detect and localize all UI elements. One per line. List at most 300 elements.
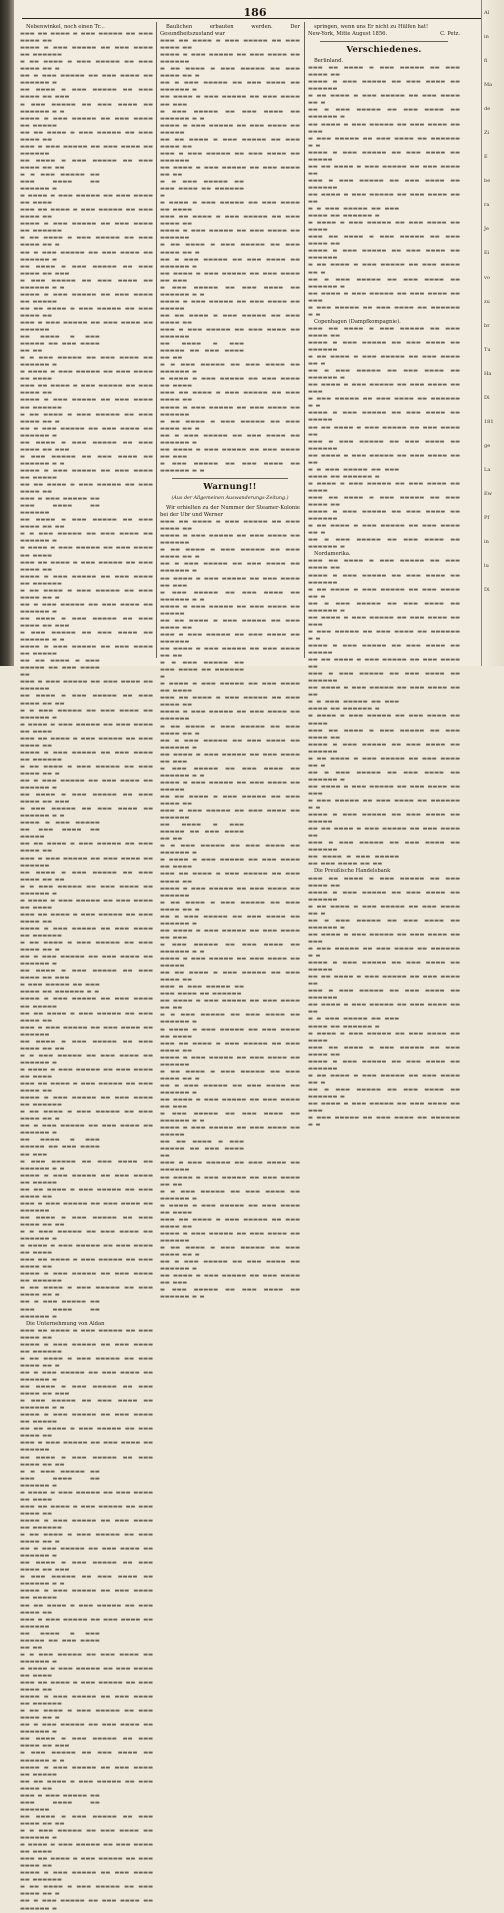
text-line-placeholder: ▬▬▬ ▬▬ ▬▬▬▬ ▬ ▬▬▬ ▬▬▬▬▬ ▬▬ ▬▬▬ ▬▬▬▬ ▬▬ [160,519,300,533]
text-line-placeholder: ▬▬▬ ▬▬ ▬▬▬▬ ▬ ▬▬▬ ▬▬▬▬▬ ▬▬ ▬▬▬ ▬▬▬▬ ▬▬ [20,1081,153,1095]
text-line-placeholder: ▬▬ ▬ ▬▬▬ ▬▬▬▬▬ ▬▬ ▬▬▬ ▬▬▬▬ ▬▬ ▬▬▬▬▬▬ ▬ [308,1086,460,1100]
text-line-placeholder: ▬ ▬▬▬ ▬▬▬▬▬ ▬▬ ▬▬▬ ▬▬▬▬ ▬▬ ▬▬▬▬▬▬ ▬ ▬ [20,1158,153,1172]
text-line-placeholder: ▬▬ ▬▬▬▬ ▬ ▬▬▬ ▬▬▬▬▬ ▬▬ ▬▬▬ ▬▬▬▬ ▬▬ ▬▬▬ [160,270,300,284]
text-line-placeholder: ▬▬ ▬ ▬▬▬ ▬▬▬▬▬ ▬▬ ▬▬▬ ▬▬▬▬ ▬▬ ▬▬▬▬▬▬ ▬ [20,1546,153,1560]
text-line-placeholder: ▬ ▬▬▬▬ ▬ ▬▬▬ ▬▬▬▬▬ ▬▬ ▬▬▬ ▬▬▬▬ ▬▬ ▬▬▬▬ [20,1842,153,1856]
adjacent-page-fragment: Di [484,394,490,401]
adjacent-page-fragment: Zi [484,130,490,137]
text-line-placeholder: ▬▬▬▬ ▬ ▬▬▬ ▬▬▬▬▬ ▬▬ ▬▬▬ ▬▬▬▬ ▬▬ ▬▬▬▬▬▬ [160,533,300,547]
text-line-placeholder: ▬ ▬▬▬ ▬▬▬▬▬ ▬▬ ▬▬▬ ▬▬▬▬ ▬▬ ▬▬▬▬▬▬ ▬ ▬ [308,1115,460,1129]
text-line-placeholder: ▬▬▬▬ ▬ ▬▬▬ ▬▬▬▬▬ ▬▬ ▬▬▬ ▬▬▬▬ ▬▬ ▬▬▬▬▬ [20,467,153,481]
text-line-placeholder: ▬ ▬▬▬ ▬▬▬▬▬ ▬▬ ▬▬▬ ▬▬▬▬ ▬▬ ▬▬▬▬▬▬ ▬ ▬ [20,806,153,820]
text-line-placeholder: ▬▬▬ ▬ ▬▬▬ ▬▬▬▬▬ ▬▬ ▬▬▬ ▬▬▬▬ ▬▬ ▬▬▬▬▬▬ [20,1024,153,1038]
text-line-placeholder: ▬ ▬▬▬ ▬▬▬▬▬ ▬▬ ▬▬▬ ▬▬▬▬ ▬▬ ▬▬▬▬▬▬ ▬ ▬ [160,284,300,298]
text-line-placeholder: ▬▬▬ ▬ ▬▬▬ ▬▬▬▬▬ ▬▬ ▬▬▬ ▬▬▬▬ ▬▬ ▬▬▬▬▬▬ [308,438,460,452]
text-line-placeholder: ▬▬ ▬ ▬▬▬ ▬▬▬▬▬ ▬▬ ▬▬▬ ▬▬▬▬ ▬▬ ▬▬▬▬▬▬ ▬ [160,737,300,751]
text-line-placeholder: ▬▬▬▬ ▬ ▬▬▬ ▬▬▬▬▬ ▬▬ ▬▬▬ ▬▬▬▬ ▬▬ ▬▬▬▬▬ [20,115,153,129]
text-line-placeholder: ▬▬ ▬▬▬▬ ▬ ▬▬▬ ▬▬▬▬▬ ▬▬ ▬▬▬ ▬▬▬▬ ▬▬ ▬▬▬ [308,783,460,797]
text-line-placeholder: ▬ ▬ ▬▬▬ ▬▬▬▬▬ ▬▬ ▬▬▬ ▬▬▬▬ ▬▬ ▬▬▬▬▬▬ ▬ [308,1016,400,1030]
text-line-placeholder: ▬▬▬ ▬▬ ▬▬▬▬ ▬ ▬▬▬ ▬▬▬▬▬ ▬▬ ▬▬▬ ▬▬▬▬ ▬▬ [20,735,153,749]
text-line-placeholder: ▬▬ ▬▬▬▬ ▬ ▬▬▬ ▬▬▬▬▬ ▬▬ ▬▬▬ ▬▬▬▬ ▬▬ ▬▬ [160,645,300,660]
text-line-placeholder: ▬ ▬ ▬▬▬ ▬▬▬▬▬ ▬▬ ▬▬▬ ▬▬▬▬ ▬▬ ▬▬▬▬▬▬ ▬ [20,355,153,369]
text-line-placeholder: ▬▬ ▬ ▬▬▬ ▬▬▬▬▬ ▬▬ ▬▬▬ ▬▬▬▬ ▬▬ ▬▬▬▬▬▬ ▬ [20,1898,153,1912]
text-line-placeholder: ▬ ▬▬▬ ▬▬▬▬▬ ▬▬ ▬▬▬ ▬▬▬▬ ▬▬ ▬▬▬▬▬▬ ▬ ▬ [20,277,153,291]
text-line-placeholder: ▬▬▬ ▬▬ ▬▬▬▬ ▬ ▬▬▬ ▬▬▬▬▬ ▬▬ ▬▬▬ ▬▬▬▬ ▬▬ [20,31,153,45]
text-line-placeholder: ▬ ▬ ▬▬▬ ▬▬▬▬▬ ▬▬ ▬▬▬ ▬▬▬▬ ▬▬ ▬▬▬▬▬▬ ▬ [20,1651,153,1665]
adjacent-page-fragment: E [484,154,488,161]
text-line-placeholder: ▬ ▬ ▬▬▬ ▬▬▬▬▬ ▬▬ ▬▬▬ ▬▬▬▬ ▬▬ ▬▬▬▬▬▬ ▬ [20,171,100,193]
text-line-placeholder: ▬▬▬▬ ▬ ▬▬▬ ▬▬▬▬▬ ▬▬ ▬▬▬ ▬▬▬▬ ▬▬ ▬▬▬▬▬▬ [20,749,153,763]
text-line-placeholder: ▬ ▬▬▬▬ ▬ ▬▬▬ ▬▬▬▬▬ ▬▬ ▬▬▬ ▬▬▬▬ ▬▬ ▬▬▬▬ [20,1489,153,1503]
text-line-placeholder: ▬▬ ▬▬ ▬▬▬▬ ▬ ▬▬▬ ▬▬▬▬▬ ▬▬ ▬▬▬ ▬▬▬▬ ▬▬ [160,617,300,631]
text-line-placeholder: ▬ ▬▬▬▬ ▬ ▬▬▬ ▬▬▬▬▬ ▬▬ ▬▬▬ ▬▬▬▬ ▬▬ ▬▬▬▬ [308,480,460,494]
text-line-placeholder: ▬ ▬▬▬ ▬▬▬▬▬ ▬▬ ▬▬▬ ▬▬▬▬ ▬▬ ▬▬▬▬▬▬ ▬ ▬ [160,108,300,122]
col1-body-text [20,31,153,1321]
text-line-placeholder: ▬ ▬▬▬▬ ▬ ▬▬▬ ▬▬▬▬▬ ▬▬ ▬▬▬ ▬▬▬▬ ▬▬ ▬▬▬▬ [20,193,153,207]
adjacent-page-fragment: ge [484,442,491,449]
text-line-placeholder: ▬▬▬▬ ▬ ▬▬▬ ▬▬▬▬▬ ▬▬ ▬▬▬ ▬▬▬▬ ▬▬ ▬▬▬▬▬ [308,149,460,163]
text-line-placeholder: ▬▬▬ ▬ ▬▬▬ ▬▬▬▬▬ ▬▬ ▬▬▬ ▬▬▬▬ ▬▬ ▬▬▬▬▬▬ [20,1792,100,1813]
text-line-placeholder: ▬▬▬ ▬▬ ▬▬▬▬ ▬ ▬▬▬ ▬▬▬▬▬ ▬▬ ▬▬▬ ▬▬▬▬ ▬▬ [160,695,300,709]
text-line-placeholder: ▬ ▬▬▬▬ ▬ ▬▬▬ ▬▬▬▬▬ ▬▬ ▬▬▬ ▬▬▬▬ ▬▬ ▬▬▬▬ [20,1243,153,1257]
text-line-placeholder: ▬▬▬▬ ▬ ▬▬▬ ▬▬▬▬▬ ▬▬ ▬▬▬ ▬▬▬▬ ▬▬ ▬▬▬▬▬▬ [20,45,153,59]
text-line-placeholder: ▬▬ ▬▬ ▬▬▬▬ ▬ ▬▬▬ ▬▬▬▬▬ ▬▬ ▬▬▬ ▬▬▬▬ ▬▬ [160,1139,244,1160]
text-line-placeholder: ▬▬▬▬ ▬ ▬▬▬ ▬▬▬▬▬ ▬▬ ▬▬▬ ▬▬▬▬ ▬▬ ▬▬▬▬▬ [20,820,100,841]
text-line-placeholder: ▬▬▬ ▬▬ ▬▬▬▬ ▬ ▬▬▬ ▬▬▬▬▬ ▬▬ ▬▬▬ ▬▬▬▬ ▬▬ [308,727,460,741]
text-line-placeholder: ▬▬ ▬ ▬▬▬ ▬▬▬▬▬ ▬▬ ▬▬▬ ▬▬▬▬ ▬▬ ▬▬▬▬▬▬ ▬ [160,256,300,270]
text-line-placeholder: ▬▬▬ ▬ ▬▬▬ ▬▬▬▬▬ ▬▬ ▬▬▬ ▬▬▬▬ ▬▬ ▬▬▬▬▬▬ [160,631,300,645]
text-line-placeholder: ▬ ▬ ▬▬▬ ▬▬▬▬▬ ▬▬ ▬▬▬ ▬▬▬▬ ▬▬ ▬▬▬▬▬▬ ▬ [160,843,300,857]
text-line-placeholder: ▬ ▬▬▬▬ ▬ ▬▬▬ ▬▬▬▬▬ ▬▬ ▬▬▬ ▬▬▬▬ ▬▬ ▬▬▬▬ [20,1665,153,1679]
text-line-placeholder: ▬ ▬ ▬▬▬ ▬▬▬▬▬ ▬▬ ▬▬▬ ▬▬▬▬ ▬▬ ▬▬▬▬▬▬ ▬ [160,660,244,681]
text-line-placeholder: ▬▬▬▬ ▬ ▬▬▬ ▬▬▬▬▬ ▬▬ ▬▬▬ ▬▬▬▬ ▬▬ ▬▬▬▬▬ [20,291,153,305]
text-line-placeholder: ▬▬ ▬▬▬▬ ▬ ▬▬▬ ▬▬▬▬▬ ▬▬ ▬▬▬ ▬▬▬▬ ▬▬ ▬▬ [160,1174,300,1188]
col1-opening-text: Nebenwinkel, noch einen Tr... [26,24,105,30]
text-line-placeholder: ▬ ▬▬▬ ▬▬▬▬▬ ▬▬ ▬▬▬ ▬▬▬▬ ▬▬ ▬▬▬▬▬▬ ▬ ▬ [160,941,300,955]
text-line-placeholder: ▬▬ ▬ ▬▬▬ ▬▬▬▬▬ ▬▬ ▬▬▬ ▬▬▬▬ ▬▬ ▬▬▬▬▬▬ ▬ [308,368,460,382]
text-line-placeholder: ▬▬ ▬ ▬▬▬ ▬▬▬▬▬ ▬▬ ▬▬▬ ▬▬▬▬ ▬▬ ▬▬▬▬▬▬ ▬ [160,1259,300,1273]
column-divider-1 [156,22,157,658]
text-line-placeholder: ▬ ▬▬▬ ▬▬▬▬▬ ▬▬ ▬▬▬ ▬▬▬▬ ▬▬ ▬▬▬▬▬▬ ▬ ▬ [160,589,300,603]
text-line-placeholder: ▬▬ ▬▬▬▬ ▬ ▬▬▬ ▬▬▬▬▬ ▬▬ ▬▬▬ ▬▬▬▬ ▬▬ ▬▬▬ [308,121,460,135]
text-line-placeholder: ▬▬▬ ▬▬ ▬▬▬▬ ▬ ▬▬▬ ▬▬▬▬▬ ▬▬ ▬▬▬ ▬▬▬▬ ▬▬ [160,1040,300,1054]
text-line-placeholder: ▬▬▬ ▬ ▬▬▬ ▬▬▬▬▬ ▬▬ ▬▬▬ ▬▬▬▬ ▬▬ ▬▬▬▬▬▬ [20,1440,153,1454]
text-line-placeholder: ▬▬▬▬ ▬ ▬▬▬ ▬▬▬▬▬ ▬▬ ▬▬▬ ▬▬▬▬ ▬▬ ▬▬▬▬▬▬ [308,1058,460,1072]
column-divider-2 [304,22,305,658]
text-line-placeholder: ▬▬ ▬▬▬▬ ▬ ▬▬▬ ▬▬▬▬▬ ▬▬ ▬▬▬ ▬▬▬▬ ▬▬ ▬▬▬ [20,792,153,806]
text-line-placeholder: ▬ ▬▬▬ ▬▬▬▬▬ ▬▬ ▬▬▬ ▬▬▬▬ ▬▬ ▬▬▬▬▬▬ ▬ ▬ [20,453,153,467]
adjacent-page-fragment: Ma [484,82,493,89]
text-line-placeholder: ▬▬▬▬ ▬ ▬▬▬ ▬▬▬▬▬ ▬▬ ▬▬▬ ▬▬▬▬ ▬▬ ▬▬▬▬▬▬ [20,1271,153,1285]
text-line-placeholder: ▬▬▬ ▬▬ ▬▬▬▬ ▬ ▬▬▬ ▬▬▬▬▬ ▬▬ ▬▬▬ ▬▬▬▬ ▬▬ [308,1044,460,1058]
text-line-placeholder: ▬▬ ▬▬ ▬▬▬▬ ▬ ▬▬▬ ▬▬▬▬▬ ▬▬ ▬▬▬ ▬▬▬▬ ▬▬ [160,312,300,326]
text-line-placeholder: ▬▬▬ ▬ ▬▬▬ ▬▬▬▬▬ ▬▬ ▬▬▬ ▬▬▬▬ ▬▬ ▬▬▬▬▬▬ [20,679,153,693]
text-line-placeholder: ▬▬ ▬▬ ▬▬▬▬ ▬ ▬▬▬ ▬▬▬▬▬ ▬▬ ▬▬▬ ▬▬▬▬ ▬▬ [308,826,460,840]
text-line-placeholder: ▬ ▬▬ ▬▬▬▬ ▬ ▬▬▬ ▬▬▬▬▬ ▬▬ ▬▬▬ ▬▬▬▬ ▬▬ ▬ [160,547,300,561]
text-line-placeholder: ▬▬ ▬▬▬▬ ▬ ▬▬▬ ▬▬▬▬▬ ▬▬ ▬▬▬ ▬▬▬▬ ▬▬ ▬▬ [20,1813,153,1827]
text-line-placeholder: ▬▬▬▬ ▬ ▬▬▬ ▬▬▬▬▬ ▬▬ ▬▬▬ ▬▬▬▬ ▬▬ ▬▬▬▬▬▬ [20,1694,153,1708]
text-line-placeholder: ▬▬▬▬ ▬ ▬▬▬ ▬▬▬▬▬ ▬▬ ▬▬▬ ▬▬▬▬ ▬▬ ▬▬▬▬▬ [160,1125,300,1139]
text-line-placeholder: ▬ ▬▬▬▬ ▬ ▬▬▬ ▬▬▬▬▬ ▬▬ ▬▬▬ ▬▬▬▬ ▬▬ ▬▬▬▬ [160,1026,300,1040]
text-line-placeholder: ▬▬▬ ▬▬ ▬▬▬▬ ▬ ▬▬▬ ▬▬▬▬▬ ▬▬ ▬▬▬ ▬▬▬▬ ▬▬ [20,911,153,925]
text-line-placeholder: ▬▬ ▬▬▬▬ ▬ ▬▬▬ ▬▬▬▬▬ ▬▬ ▬▬▬ ▬▬▬▬ ▬▬ ▬▬ [308,452,460,466]
text-line-placeholder: ▬▬▬▬ ▬ ▬▬▬ ▬▬▬▬▬ ▬▬ ▬▬▬ ▬▬▬▬ ▬▬ ▬▬▬▬▬ [20,1172,153,1186]
text-line-placeholder: ▬▬▬ ▬▬ ▬▬▬▬ ▬ ▬▬▬ ▬▬▬▬▬ ▬▬ ▬▬▬ ▬▬▬▬ ▬▬ [308,234,460,248]
text-line-placeholder: ▬▬ ▬ ▬▬▬ ▬▬▬▬▬ ▬▬ ▬▬▬ ▬▬▬▬ ▬▬ ▬▬▬▬▬▬ ▬ [160,1082,300,1096]
text-line-placeholder: ▬ ▬▬▬ ▬▬▬▬▬ ▬▬ ▬▬▬ ▬▬▬▬ ▬▬ ▬▬▬▬▬▬ ▬ ▬ [20,1574,153,1588]
warning-body-text [160,519,300,1301]
text-line-placeholder: ▬▬▬▬ ▬ ▬▬▬ ▬▬▬▬▬ ▬▬ ▬▬▬ ▬▬▬▬ ▬▬ ▬▬▬▬▬▬ [20,1517,153,1531]
text-line-placeholder: ▬ ▬▬▬ ▬▬▬▬▬ ▬▬ ▬▬▬ ▬▬▬▬ ▬▬ ▬▬▬▬▬▬ ▬ ▬ [308,304,460,318]
text-line-placeholder: ▬▬ ▬ ▬▬▬ ▬▬▬▬▬ ▬▬ ▬▬▬ ▬▬▬▬ ▬▬ ▬▬▬▬▬▬ ▬ [308,917,460,931]
text-line-placeholder: ▬▬ ▬▬ ▬▬▬▬ ▬ ▬▬▬ ▬▬▬▬▬ ▬▬ ▬▬▬ ▬▬▬▬ ▬▬ [20,841,153,855]
text-line-placeholder: ▬▬▬ ▬▬ ▬▬▬▬ ▬ ▬▬▬ ▬▬▬▬▬ ▬▬ ▬▬▬ ▬▬▬▬ ▬▬ [20,559,153,573]
adjacent-page-fragment: in [484,34,489,41]
text-line-placeholder: ▬▬ ▬▬▬▬ ▬ ▬▬▬ ▬▬▬▬▬ ▬▬ ▬▬▬ ▬▬▬▬ ▬▬ ▬▬▬ [20,1736,153,1750]
text-line-placeholder: ▬▬▬▬ ▬ ▬▬▬ ▬▬▬▬▬ ▬▬ ▬▬▬ ▬▬▬▬ ▬▬ ▬▬▬▬▬▬ [160,885,300,899]
text-line-placeholder: ▬▬ ▬▬▬▬ ▬ ▬▬▬ ▬▬▬▬▬ ▬▬ ▬▬▬ ▬▬▬▬ ▬▬ ▬▬▬ [160,927,300,941]
signoff-line [308,31,460,38]
text-line-placeholder: ▬ ▬▬▬ ▬▬▬▬▬ ▬▬ ▬▬▬ ▬▬▬▬ ▬▬ ▬▬▬▬▬▬ ▬ ▬ [308,798,460,812]
text-line-placeholder: ▬ ▬▬▬ ▬▬▬▬▬ ▬▬ ▬▬▬ ▬▬▬▬ ▬▬ ▬▬▬▬▬▬ ▬ ▬ [308,135,460,149]
text-line-placeholder: ▬▬▬ ▬ ▬▬▬ ▬▬▬▬▬ ▬▬ ▬▬▬ ▬▬▬▬ ▬▬ ▬▬▬▬▬▬ [20,319,153,334]
text-line-placeholder: ▬▬▬ ▬▬ ▬▬▬▬ ▬ ▬▬▬ ▬▬▬▬▬ ▬▬ ▬▬▬ ▬▬▬▬ ▬▬ [20,1257,153,1271]
text-line-placeholder: ▬▬ ▬ ▬▬▬ ▬▬▬▬▬ ▬▬ ▬▬▬ ▬▬▬▬ ▬▬ ▬▬▬▬▬▬ ▬ [20,249,153,263]
text-line-placeholder: ▬▬▬ ▬ ▬▬▬ ▬▬▬▬▬ ▬▬ ▬▬▬ ▬▬▬▬ ▬▬ ▬▬▬▬▬▬ [20,1200,153,1214]
text-line-placeholder: ▬▬▬ ▬ ▬▬▬ ▬▬▬▬▬ ▬▬ ▬▬▬ ▬▬▬▬ ▬▬ ▬▬▬▬▬▬ [308,988,460,1002]
text-line-placeholder: ▬ ▬▬ ▬▬▬▬ ▬ ▬▬▬ ▬▬▬▬▬ ▬▬ ▬▬▬ ▬▬▬▬ ▬▬ ▬ [20,763,153,777]
text-line-placeholder: ▬▬ ▬▬▬▬ ▬ ▬▬▬ ▬▬▬▬▬ ▬▬ ▬▬▬ ▬▬▬▬ ▬▬ ▬▬ [20,157,153,171]
col2-opening-text: Baulichen erbauten werden. Der Gesundheitszustand war [160,24,300,38]
text-line-placeholder: ▬▬▬ ▬ ▬▬▬ ▬▬▬▬▬ ▬▬ ▬▬▬ ▬▬▬▬ ▬▬ ▬▬▬▬▬▬ [20,1616,153,1630]
text-line-placeholder: ▬▬ ▬▬▬▬ ▬ ▬▬▬ ▬▬▬▬▬ ▬▬ ▬▬▬ ▬▬▬▬ ▬▬ ▬▬▬ [160,1273,300,1287]
text-line-placeholder: ▬▬ ▬▬▬▬ ▬ ▬▬▬ ▬▬▬▬▬ ▬▬ ▬▬▬ ▬▬▬▬ ▬▬ ▬▬ [160,341,244,362]
text-line-placeholder: ▬ ▬▬ ▬▬▬▬ ▬ ▬▬▬ ▬▬▬▬▬ ▬▬ ▬▬▬ ▬▬▬▬ ▬▬ ▬ [20,1285,153,1299]
text-line-placeholder: ▬▬▬▬ ▬ ▬▬▬ ▬▬▬▬▬ ▬▬ ▬▬▬ ▬▬▬▬ ▬▬ ▬▬▬▬▬▬ [160,1054,300,1068]
text-line-placeholder: ▬▬▬▬ ▬ ▬▬▬ ▬▬▬▬▬ ▬▬ ▬▬▬ ▬▬▬▬ ▬▬ ▬▬▬▬▬ [20,996,153,1010]
text-line-placeholder: ▬ ▬▬▬▬ ▬ ▬▬▬ ▬▬▬▬▬ ▬▬ ▬▬▬ ▬▬▬▬ ▬▬ ▬▬▬▬ [20,369,153,383]
col3-section-rule [320,41,448,42]
text-line-placeholder: ▬▬▬ ▬ ▬▬▬ ▬▬▬▬▬ ▬▬ ▬▬▬ ▬▬▬▬ ▬▬ ▬▬▬▬▬▬ [20,496,100,517]
text-line-placeholder: ▬▬ ▬▬▬▬ ▬ ▬▬▬ ▬▬▬▬▬ ▬▬ ▬▬▬ ▬▬▬▬ ▬▬ ▬▬▬ [308,290,460,304]
text-line-placeholder: ▬▬ ▬ ▬▬▬ ▬▬▬▬▬ ▬▬ ▬▬▬ ▬▬▬▬ ▬▬ ▬▬▬▬▬▬ ▬ [308,600,460,614]
text-line-placeholder: ▬▬▬ ▬▬ ▬▬▬▬ ▬ ▬▬▬ ▬▬▬▬▬ ▬▬ ▬▬▬ ▬▬▬▬ ▬▬ [20,1327,153,1341]
text-line-placeholder: ▬▬ ▬▬ ▬▬▬▬ ▬ ▬▬▬ ▬▬▬▬▬ ▬▬ ▬▬▬ ▬▬▬▬ ▬▬ [20,129,153,143]
text-line-placeholder: ▬ ▬▬▬ ▬▬▬▬▬ ▬▬ ▬▬▬ ▬▬▬▬ ▬▬ ▬▬▬▬▬▬ ▬ ▬ [20,101,153,115]
adjacent-page-fragment: lu [484,563,489,570]
text-line-placeholder: ▬▬▬▬ ▬ ▬▬▬ ▬▬▬▬▬ ▬▬ ▬▬▬ ▬▬▬▬ ▬▬ ▬▬▬▬▬ [308,642,460,657]
text-line-placeholder: ▬ ▬ ▬▬▬ ▬▬▬▬▬ ▬▬ ▬▬▬ ▬▬▬▬ ▬▬ ▬▬▬▬▬▬ ▬ [308,466,400,480]
text-line-placeholder: ▬ ▬▬▬▬ ▬ ▬▬▬ ▬▬▬▬▬ ▬▬ ▬▬▬ ▬▬▬▬ ▬▬ ▬▬▬▬ [20,897,153,911]
col2-section-rule [172,478,288,479]
text-line-placeholder: ▬▬ ▬ ▬▬▬ ▬▬▬▬▬ ▬▬ ▬▬▬ ▬▬▬▬ ▬▬ ▬▬▬▬▬▬ ▬ [308,107,460,121]
entry-3-body [308,558,460,868]
text-line-placeholder: ▬ ▬ ▬▬▬ ▬▬▬▬▬ ▬▬ ▬▬▬ ▬▬▬▬ ▬▬ ▬▬▬▬▬▬ ▬ [308,206,400,220]
text-line-placeholder: ▬▬▬▬ ▬ ▬▬▬ ▬▬▬▬▬ ▬▬ ▬▬▬ ▬▬▬▬ ▬▬ ▬▬▬▬▬ [160,603,300,617]
text-line-placeholder: ▬ ▬▬ ▬▬▬▬ ▬ ▬▬▬ ▬▬▬▬▬ ▬▬ ▬▬▬ ▬▬▬▬ ▬▬ ▬ [160,1244,300,1259]
adjacent-page-fragment: Ew [484,490,492,497]
text-line-placeholder: ▬▬▬ ▬▬ ▬▬▬▬ ▬ ▬▬▬ ▬▬▬▬▬ ▬▬ ▬▬▬ ▬▬▬▬ ▬▬ [20,207,153,221]
text-line-placeholder: ▬ ▬▬▬ ▬▬▬▬▬ ▬▬ ▬▬▬ ▬▬▬▬ ▬▬ ▬▬▬▬▬▬ ▬ ▬ [308,396,460,410]
text-line-placeholder: ▬ ▬▬▬ ▬▬▬▬▬ ▬▬ ▬▬▬ ▬▬▬▬ ▬▬ ▬▬▬▬▬▬ ▬ ▬ [20,1750,153,1764]
text-line-placeholder: ▬▬▬ ▬▬ ▬▬▬▬ ▬ ▬▬▬ ▬▬▬▬▬ ▬▬ ▬▬▬ ▬▬▬▬ ▬▬ [20,383,153,397]
text-line-placeholder: ▬▬ ▬▬ ▬▬▬▬ ▬ ▬▬▬ ▬▬▬▬▬ ▬▬ ▬▬▬ ▬▬▬▬ ▬▬ [20,1778,153,1792]
text-line-placeholder: ▬▬ ▬▬▬▬ ▬ ▬▬▬ ▬▬▬▬▬ ▬▬ ▬▬▬ ▬▬▬▬ ▬▬ ▬▬▬ [20,615,153,629]
text-line-placeholder: ▬▬ ▬ ▬▬▬ ▬▬▬▬▬ ▬▬ ▬▬▬ ▬▬▬▬ ▬▬ ▬▬▬▬▬▬ ▬ [20,601,153,615]
text-line-placeholder: ▬▬ ▬▬ ▬▬▬▬ ▬ ▬▬▬ ▬▬▬▬▬ ▬▬ ▬▬▬ ▬▬▬▬ ▬▬ [20,305,153,319]
adjacent-page-fragment: br [484,322,490,329]
text-line-placeholder: ▬▬▬▬ ▬ ▬▬▬ ▬▬▬▬▬ ▬▬ ▬▬▬ ▬▬▬▬ ▬▬ ▬▬▬▬▬▬ [308,339,460,354]
text-line-placeholder: ▬▬ ▬▬▬▬ ▬ ▬▬▬ ▬▬▬▬▬ ▬▬ ▬▬▬ ▬▬▬▬ ▬▬ ▬▬▬ [160,751,300,765]
signoff-place-date: New-York, Mitte August 1856. [308,31,388,38]
text-line-placeholder: ▬▬ ▬▬▬▬ ▬ ▬▬▬ ▬▬▬▬▬ ▬▬ ▬▬▬ ▬▬▬▬ ▬▬ ▬▬▬ [20,1384,153,1398]
text-line-placeholder: ▬▬ ▬ ▬▬▬ ▬▬▬▬▬ ▬▬ ▬▬▬ ▬▬▬▬ ▬▬ ▬▬▬▬▬▬ ▬ [308,769,460,783]
text-line-placeholder: ▬ ▬▬ ▬▬▬▬ ▬ ▬▬▬ ▬▬▬▬▬ ▬▬ ▬▬▬ ▬▬▬▬ ▬▬ ▬ [20,411,153,425]
text-line-placeholder: ▬▬ ▬▬▬▬ ▬ ▬▬▬ ▬▬▬▬▬ ▬▬ ▬▬▬ ▬▬▬▬ ▬▬ ▬▬ [20,334,100,355]
text-line-placeholder: ▬ ▬ ▬▬▬ ▬▬▬▬▬ ▬▬ ▬▬▬ ▬▬▬▬ ▬▬ ▬▬▬▬▬▬ ▬ [20,531,153,545]
text-line-placeholder: ▬ ▬▬▬▬ ▬ ▬▬▬ ▬▬▬▬▬ ▬▬ ▬▬▬ ▬▬▬▬ ▬▬ ▬▬▬▬ [308,1030,460,1044]
text-line-placeholder: ▬▬▬▬ ▬ ▬▬▬ ▬▬▬▬▬ ▬▬ ▬▬▬ ▬▬▬▬ ▬▬ ▬▬▬▬▬▬ [20,397,153,411]
text-line-placeholder: ▬ ▬▬ ▬▬▬▬ ▬ ▬▬▬ ▬▬▬▬▬ ▬▬ ▬▬▬ ▬▬▬▬ ▬▬ ▬ [308,1072,460,1086]
text-line-placeholder: ▬▬ ▬▬ ▬▬▬▬ ▬ ▬▬▬ ▬▬▬▬▬ ▬▬ ▬▬▬ ▬▬▬▬ ▬▬ [308,657,460,671]
text-line-placeholder: ▬▬▬ ▬▬ ▬▬▬▬ ▬ ▬▬▬ ▬▬▬▬▬ ▬▬ ▬▬▬ ▬▬▬▬ ▬▬ [308,495,460,509]
text-line-placeholder: ▬▬▬ ▬▬ ▬▬▬▬ ▬ ▬▬▬ ▬▬▬▬▬ ▬▬ ▬▬▬ ▬▬▬▬ ▬▬ [160,38,300,52]
text-line-placeholder: ▬ ▬ ▬▬▬ ▬▬▬▬▬ ▬▬ ▬▬▬ ▬▬▬▬ ▬▬ ▬▬▬▬▬▬ ▬ [20,1229,153,1243]
text-line-placeholder: ▬▬ ▬ ▬▬▬ ▬▬▬▬▬ ▬▬ ▬▬▬ ▬▬▬▬ ▬▬ ▬▬▬▬▬▬ ▬ [20,1722,153,1736]
text-line-placeholder: ▬▬▬ ▬ ▬▬▬ ▬▬▬▬▬ ▬▬ ▬▬▬ ▬▬▬▬ ▬▬ ▬▬▬▬▬▬ [20,143,153,157]
entry-1-lead: Berlinland. [314,58,344,65]
adjacent-page-fragment: be [484,178,491,185]
adjacent-page-text-fragments [484,10,502,611]
adjacent-page-fragment: Tu [484,346,491,353]
text-line-placeholder: ▬▬ ▬▬▬▬ ▬ ▬▬▬ ▬▬▬▬▬ ▬▬ ▬▬▬ ▬▬▬▬ ▬▬ ▬▬ [308,685,460,699]
text-line-placeholder: ▬▬ ▬▬▬▬ ▬ ▬▬▬ ▬▬▬▬▬ ▬▬ ▬▬▬ ▬▬▬▬ ▬▬ ▬▬ [308,191,460,206]
text-line-placeholder: ▬▬▬ ▬▬ ▬▬▬▬ ▬ ▬▬▬ ▬▬▬▬▬ ▬▬ ▬▬▬ ▬▬▬▬ ▬▬ [308,875,460,889]
text-line-placeholder: ▬▬▬ ▬▬ ▬▬▬▬ ▬ ▬▬▬ ▬▬▬▬▬ ▬▬ ▬▬▬ ▬▬▬▬ ▬▬ [160,390,300,404]
adjacent-page-fragment: Ei [484,250,490,257]
text-line-placeholder: ▬▬ ▬▬▬▬ ▬ ▬▬▬ ▬▬▬▬▬ ▬▬ ▬▬▬ ▬▬▬▬ ▬▬ ▬▬ [308,1002,460,1016]
text-line-placeholder: ▬▬ ▬ ▬▬▬ ▬▬▬▬▬ ▬▬ ▬▬▬ ▬▬▬▬ ▬▬ ▬▬▬▬▬▬ ▬ [160,561,300,575]
column-1 [20,24,153,1912]
text-line-placeholder: ▬▬ ▬▬▬▬ ▬ ▬▬▬ ▬▬▬▬▬ ▬▬ ▬▬▬ ▬▬▬▬ ▬▬ ▬▬▬ [308,1101,460,1115]
text-line-placeholder: ▬ ▬▬ ▬▬▬▬ ▬ ▬▬▬ ▬▬▬▬▬ ▬▬ ▬▬▬ ▬▬▬▬ ▬▬ ▬ [20,1884,153,1898]
text-line-placeholder: ▬▬▬ ▬▬ ▬▬▬▬ ▬ ▬▬▬ ▬▬▬▬▬ ▬▬ ▬▬▬ ▬▬▬▬ ▬▬ [160,871,300,885]
text-line-placeholder: ▬ ▬ ▬▬▬ ▬▬▬▬▬ ▬▬ ▬▬▬ ▬▬▬▬ ▬▬ ▬▬▬▬▬▬ ▬ [308,699,400,713]
text-line-placeholder: ▬▬▬ ▬ ▬▬▬ ▬▬▬▬▬ ▬▬ ▬▬▬ ▬▬▬▬ ▬▬ ▬▬▬▬▬▬ [20,855,153,869]
text-line-placeholder: ▬▬ ▬▬ ▬▬▬▬ ▬ ▬▬▬ ▬▬▬▬▬ ▬▬ ▬▬▬ ▬▬▬▬ ▬▬ [20,1426,153,1440]
text-line-placeholder: ▬▬▬▬ ▬ ▬▬▬ ▬▬▬▬▬ ▬▬ ▬▬▬ ▬▬▬▬ ▬▬ ▬▬▬▬▬▬ [20,1341,153,1355]
text-line-placeholder: ▬▬ ▬ ▬▬▬ ▬▬▬▬▬ ▬▬ ▬▬▬ ▬▬▬▬ ▬▬ ▬▬▬▬▬▬ ▬ [160,913,300,927]
text-line-placeholder: ▬▬ ▬ ▬▬▬ ▬▬▬▬▬ ▬▬ ▬▬▬ ▬▬▬▬ ▬▬ ▬▬▬▬▬▬ ▬ [20,778,153,792]
text-line-placeholder: ▬▬▬▬ ▬ ▬▬▬ ▬▬▬▬▬ ▬▬ ▬▬▬ ▬▬▬▬ ▬▬ ▬▬▬▬▬▬ [20,1095,153,1109]
text-line-placeholder: ▬ ▬▬ ▬▬▬▬ ▬ ▬▬▬ ▬▬▬▬▬ ▬▬ ▬▬▬ ▬▬▬▬ ▬▬ ▬ [160,242,300,256]
text-line-placeholder: ▬ ▬▬▬▬ ▬ ▬▬▬ ▬▬▬▬▬ ▬▬ ▬▬▬ ▬▬▬▬ ▬▬ ▬▬▬▬ [160,200,300,214]
text-line-placeholder: ▬▬▬ ▬ ▬▬▬ ▬▬▬▬▬ ▬▬ ▬▬▬ ▬▬▬▬ ▬▬ ▬▬▬▬▬▬ [308,177,460,191]
text-line-placeholder: ▬ ▬▬ ▬▬▬▬ ▬ ▬▬▬ ▬▬▬▬▬ ▬▬ ▬▬▬ ▬▬▬▬ ▬▬ ▬ [20,59,153,73]
text-line-placeholder: ▬ ▬▬▬ ▬▬▬▬▬ ▬▬ ▬▬▬ ▬▬▬▬ ▬▬ ▬▬▬▬▬▬ ▬ ▬ [160,1111,300,1125]
entry-4-body [308,876,460,1130]
text-line-placeholder: ▬ ▬▬ ▬▬▬▬ ▬ ▬▬▬ ▬▬▬▬▬ ▬▬ ▬▬▬ ▬▬▬▬ ▬▬ ▬ [20,1355,153,1369]
text-line-placeholder: ▬▬▬ ▬ ▬▬▬ ▬▬▬▬▬ ▬▬ ▬▬▬ ▬▬▬▬ ▬▬ ▬▬▬▬▬▬ [160,1160,300,1174]
text-line-placeholder: ▬ ▬▬▬ ▬▬▬▬▬ ▬▬ ▬▬▬ ▬▬▬▬ ▬▬ ▬▬▬▬▬▬ ▬ ▬ [160,765,300,779]
text-line-placeholder: ▬▬▬ ▬▬ ▬▬▬▬ ▬ ▬▬▬ ▬▬▬▬▬ ▬▬ ▬▬▬ ▬▬▬▬ ▬▬ [160,1216,300,1230]
text-line-placeholder: ▬ ▬▬▬ ▬▬▬▬▬ ▬▬ ▬▬▬ ▬▬▬▬ ▬▬ ▬▬▬▬▬▬ ▬ ▬ [308,946,460,960]
warning-heading: Warnung!! [203,482,257,492]
text-line-placeholder: ▬ ▬▬▬▬ ▬ ▬▬▬ ▬▬▬▬▬ ▬▬ ▬▬▬ ▬▬▬▬ ▬▬ ▬▬▬▬ [160,681,300,695]
text-line-placeholder: ▬▬▬ ▬ ▬▬▬ ▬▬▬▬▬ ▬▬ ▬▬▬ ▬▬▬▬ ▬▬ ▬▬▬▬▬▬ [160,150,300,164]
text-line-placeholder: ▬ ▬▬ ▬▬▬▬ ▬ ▬▬▬ ▬▬▬▬▬ ▬▬ ▬▬▬ ▬▬▬▬ ▬▬ ▬ [308,755,460,769]
text-line-placeholder: ▬▬ ▬▬▬▬ ▬ ▬▬▬ ▬▬▬▬▬ ▬▬ ▬▬▬ ▬▬▬▬ ▬▬ ▬▬ [160,164,300,178]
text-line-placeholder: ▬ ▬ ▬▬▬ ▬▬▬▬▬ ▬▬ ▬▬▬ ▬▬▬▬ ▬▬ ▬▬▬▬▬▬ ▬ [160,179,244,200]
text-line-placeholder: ▬ ▬▬ ▬▬▬▬ ▬ ▬▬▬ ▬▬▬▬▬ ▬▬ ▬▬▬ ▬▬▬▬ ▬▬ ▬ [20,1109,153,1123]
text-line-placeholder: ▬▬▬▬ ▬ ▬▬▬ ▬▬▬▬▬ ▬▬ ▬▬▬ ▬▬▬▬ ▬▬ ▬▬▬▬▬▬ [308,509,460,523]
text-line-placeholder: ▬ ▬▬ ▬▬▬▬ ▬ ▬▬▬ ▬▬▬▬▬ ▬▬ ▬▬▬ ▬▬▬▬ ▬▬ ▬ [20,940,153,954]
entry-2-body [308,326,460,552]
text-line-placeholder: ▬ ▬▬ ▬▬▬▬ ▬ ▬▬▬ ▬▬▬▬▬ ▬▬ ▬▬▬ ▬▬▬▬ ▬▬ ▬ [308,93,460,107]
text-line-placeholder: ▬ ▬▬ ▬▬▬▬ ▬ ▬▬▬ ▬▬▬▬▬ ▬▬ ▬▬▬ ▬▬▬▬ ▬▬ ▬ [20,1532,153,1546]
text-line-placeholder: ▬ ▬▬▬▬ ▬ ▬▬▬ ▬▬▬▬▬ ▬▬ ▬▬▬ ▬▬▬▬ ▬▬ ▬▬▬▬ [308,713,460,727]
text-line-placeholder: ▬▬ ▬▬ ▬▬▬▬ ▬ ▬▬▬ ▬▬▬▬▬ ▬▬ ▬▬▬ ▬▬▬▬ ▬▬ [20,1186,153,1200]
warning-intro-text: Wir erhielten zu der Nummer der Steamer-Kolonie bei der Ubr und Werner [160,505,300,519]
text-line-placeholder: ▬▬▬▬ ▬ ▬▬▬ ▬▬▬▬▬ ▬▬ ▬▬▬ ▬▬▬▬ ▬▬ ▬▬▬▬▬▬ [20,221,153,235]
text-line-placeholder: ▬▬ ▬▬▬▬ ▬ ▬▬▬ ▬▬▬▬▬ ▬▬ ▬▬▬ ▬▬▬▬ ▬▬ ▬▬▬ [20,968,153,982]
text-line-placeholder: ▬ ▬▬ ▬▬▬▬ ▬ ▬▬▬ ▬▬▬▬▬ ▬▬ ▬▬▬ ▬▬▬▬ ▬▬ ▬ [308,523,460,537]
text-line-placeholder: ▬▬▬ ▬▬ ▬▬▬▬ ▬ ▬▬▬ ▬▬▬▬▬ ▬▬ ▬▬▬ ▬▬▬▬ ▬▬ [308,325,460,339]
text-line-placeholder: ▬ ▬ ▬▬▬ ▬▬▬▬▬ ▬▬ ▬▬▬ ▬▬▬▬ ▬▬ ▬▬▬▬▬▬ ▬ [20,1468,100,1489]
text-line-placeholder: ▬ ▬ ▬▬▬ ▬▬▬▬▬ ▬▬ ▬▬▬ ▬▬▬▬ ▬▬ ▬▬▬▬▬▬ ▬ [20,1052,153,1066]
text-line-placeholder: ▬▬▬▬ ▬ ▬▬▬ ▬▬▬▬▬ ▬▬ ▬▬▬ ▬▬▬▬ ▬▬ ▬▬▬▬▬▬ [308,741,460,755]
text-line-placeholder: ▬ ▬▬ ▬▬▬▬ ▬ ▬▬▬ ▬▬▬▬▬ ▬▬ ▬▬▬ ▬▬▬▬ ▬▬ ▬ [308,903,460,917]
text-line-placeholder: ▬▬▬▬ ▬ ▬▬▬ ▬▬▬▬▬ ▬▬ ▬▬▬ ▬▬▬▬ ▬▬ ▬▬▬▬▬▬ [308,572,460,586]
text-line-placeholder: ▬▬ ▬▬▬▬ ▬ ▬▬▬ ▬▬▬▬▬ ▬▬ ▬▬▬ ▬▬▬▬ ▬▬ ▬▬ [20,1214,153,1228]
text-line-placeholder: ▬▬ ▬▬ ▬▬▬▬ ▬ ▬▬▬ ▬▬▬▬▬ ▬▬ ▬▬▬ ▬▬▬▬ ▬▬ [308,163,460,177]
text-line-placeholder: ▬▬▬ ▬ ▬▬▬ ▬▬▬▬▬ ▬▬ ▬▬▬ ▬▬▬▬ ▬▬ ▬▬▬▬▬▬ [308,671,460,685]
text-line-placeholder: ▬ ▬▬ ▬▬▬▬ ▬ ▬▬▬ ▬▬▬▬▬ ▬▬ ▬▬▬ ▬▬▬▬ ▬▬ ▬ [160,418,300,432]
text-line-placeholder: ▬▬▬ ▬▬ ▬▬▬▬ ▬ ▬▬▬ ▬▬▬▬▬ ▬▬ ▬▬▬ ▬▬▬▬ ▬▬ [20,1503,153,1517]
text-line-placeholder: ▬▬▬▬ ▬ ▬▬▬ ▬▬▬▬▬ ▬▬ ▬▬▬ ▬▬▬▬ ▬▬ ▬▬▬▬▬▬ [20,926,153,940]
text-line-placeholder: ▬ ▬ ▬▬▬ ▬▬▬▬▬ ▬▬ ▬▬▬ ▬▬▬▬ ▬▬ ▬▬▬▬▬▬ ▬ [160,362,300,376]
entry-4-lead: Die Preußische Handelsbank [314,868,391,875]
text-line-placeholder: ▬▬ ▬▬▬▬ ▬ ▬▬▬ ▬▬▬▬▬ ▬▬ ▬▬▬ ▬▬▬▬ ▬▬ ▬▬ [160,998,300,1012]
text-line-placeholder: ▬ ▬▬▬▬ ▬ ▬▬▬ ▬▬▬▬▬ ▬▬ ▬▬▬ ▬▬▬▬ ▬▬ ▬▬▬▬ [20,545,153,559]
adjacent-page-fragment: Al [484,10,490,16]
text-line-placeholder: ▬▬▬▬ ▬ ▬▬▬ ▬▬▬▬▬ ▬▬ ▬▬▬ ▬▬▬▬ ▬▬ ▬▬▬▬▬▬ [160,228,300,242]
adjacent-page-fragment: 181 [484,418,494,425]
text-line-placeholder: ▬ ▬▬ ▬▬▬▬ ▬ ▬▬▬ ▬▬▬▬▬ ▬▬ ▬▬▬ ▬▬▬▬ ▬▬ ▬ [160,899,300,913]
text-line-placeholder: ▬ ▬▬ ▬▬▬▬ ▬ ▬▬▬ ▬▬▬▬▬ ▬▬ ▬▬▬ ▬▬▬▬ ▬▬ ▬ [20,235,153,249]
text-line-placeholder: ▬ ▬▬▬ ▬▬▬▬▬ ▬▬ ▬▬▬ ▬▬▬▬ ▬▬ ▬▬▬▬▬▬ ▬ ▬ [160,460,300,474]
text-line-placeholder: ▬ ▬▬▬▬ ▬ ▬▬▬ ▬▬▬▬▬ ▬▬ ▬▬▬ ▬▬▬▬ ▬▬ ▬▬▬▬ [160,857,300,871]
book-binding-edge [0,0,14,666]
text-line-placeholder: ▬ ▬▬ ▬▬▬▬ ▬ ▬▬▬ ▬▬▬▬▬ ▬▬ ▬▬▬ ▬▬▬▬ ▬▬ ▬ [308,354,460,368]
text-line-placeholder: ▬▬▬▬ ▬ ▬▬▬ ▬▬▬▬▬ ▬▬ ▬▬▬ ▬▬▬▬ ▬▬ ▬▬▬▬▬▬ [308,889,460,903]
text-line-placeholder: ▬ ▬▬ ▬▬▬▬ ▬ ▬▬▬ ▬▬▬▬▬ ▬▬ ▬▬▬ ▬▬▬▬ ▬▬ ▬ [160,1068,300,1082]
text-line-placeholder: ▬▬ ▬▬▬▬ ▬ ▬▬▬ ▬▬▬▬▬ ▬▬ ▬▬▬ ▬▬▬▬ ▬▬ ▬▬ [20,1454,153,1468]
text-line-placeholder: ▬▬ ▬▬▬▬ ▬ ▬▬▬ ▬▬▬▬▬ ▬▬ ▬▬▬ ▬▬▬▬ ▬▬ ▬▬▬ [160,94,300,108]
text-line-placeholder: ▬▬ ▬▬ ▬▬▬▬ ▬ ▬▬▬ ▬▬▬▬▬ ▬▬ ▬▬▬ ▬▬▬▬ ▬▬ [160,136,300,150]
text-line-placeholder: ▬▬ ▬▬▬▬ ▬ ▬▬▬ ▬▬▬▬▬ ▬▬ ▬▬▬ ▬▬▬▬ ▬▬ ▬▬▬ [160,446,300,460]
text-line-placeholder: ▬▬▬▬ ▬ ▬▬▬ ▬▬▬▬▬ ▬▬ ▬▬▬ ▬▬▬▬ ▬▬ ▬▬▬▬▬ [308,812,460,826]
text-line-placeholder: ▬ ▬▬ ▬▬▬▬ ▬ ▬▬▬ ▬▬▬▬▬ ▬▬ ▬▬▬ ▬▬▬▬ ▬▬ ▬ [308,262,460,276]
text-line-placeholder: ▬▬ ▬▬ ▬▬▬▬ ▬ ▬▬▬ ▬▬▬▬▬ ▬▬ ▬▬▬ ▬▬▬▬ ▬▬ [20,482,153,496]
adjacent-page-fragment: Di [484,587,490,594]
page-number: 186 [243,6,267,19]
text-line-placeholder: ▬▬▬▬ ▬ ▬▬▬ ▬▬▬▬▬ ▬▬ ▬▬▬ ▬▬▬▬ ▬▬ ▬▬▬▬▬▬ [308,248,460,262]
text-line-placeholder: ▬ ▬ ▬▬▬ ▬▬▬▬▬ ▬▬ ▬▬▬ ▬▬▬▬ ▬▬ ▬▬▬▬▬▬ ▬ [20,1828,153,1842]
text-line-placeholder: ▬▬▬▬ ▬ ▬▬▬ ▬▬▬▬▬ ▬▬ ▬▬▬ ▬▬▬▬ ▬▬ ▬▬▬▬▬ [160,779,300,793]
text-line-placeholder: ▬▬▬▬ ▬ ▬▬▬ ▬▬▬▬▬ ▬▬ ▬▬▬ ▬▬▬▬ ▬▬ ▬▬▬▬▬ [20,644,153,658]
text-line-placeholder: ▬▬ ▬ ▬▬▬ ▬▬▬▬▬ ▬▬ ▬▬▬ ▬▬▬▬ ▬▬ ▬▬▬▬▬▬ ▬ [160,80,300,94]
text-line-placeholder: ▬▬▬▬ ▬ ▬▬▬ ▬▬▬▬▬ ▬▬ ▬▬▬ ▬▬▬▬ ▬▬ ▬▬▬▬▬▬ [160,404,300,418]
column-3 [308,24,460,1129]
text-line-placeholder: ▬▬▬▬ ▬ ▬▬▬ ▬▬▬▬▬ ▬▬ ▬▬▬ ▬▬▬▬ ▬▬ ▬▬▬▬▬▬ [160,52,300,66]
text-line-placeholder: ▬▬ ▬▬▬▬ ▬ ▬▬▬ ▬▬▬▬▬ ▬▬ ▬▬▬ ▬▬▬▬ ▬▬ ▬▬▬ [308,382,460,396]
text-line-placeholder: ▬▬ ▬▬▬▬ ▬ ▬▬▬ ▬▬▬▬▬ ▬▬ ▬▬▬ ▬▬▬▬ ▬▬ ▬▬ [20,693,153,707]
text-line-placeholder: ▬ ▬▬▬▬ ▬ ▬▬▬ ▬▬▬▬▬ ▬▬ ▬▬▬ ▬▬▬▬ ▬▬ ▬▬▬▬ [20,1066,153,1080]
entry-2-lead: Copenhagen (Dampfkompagnie). [314,318,401,325]
signoff-name: C. Petz. [440,31,460,38]
text-line-placeholder: ▬▬▬ ▬ ▬▬▬ ▬▬▬▬▬ ▬▬ ▬▬▬ ▬▬▬▬ ▬▬ ▬▬▬▬▬▬ [160,808,300,822]
text-line-placeholder: ▬▬ ▬▬ ▬▬▬▬ ▬ ▬▬▬ ▬▬▬▬▬ ▬▬ ▬▬▬ ▬▬▬▬ ▬▬ [160,793,300,808]
text-line-placeholder: ▬▬▬ ▬▬ ▬▬▬▬ ▬ ▬▬▬ ▬▬▬▬▬ ▬▬ ▬▬▬ ▬▬▬▬ ▬▬ [20,1856,153,1870]
text-line-placeholder: ▬▬ ▬▬▬▬ ▬ ▬▬▬ ▬▬▬▬▬ ▬▬ ▬▬▬ ▬▬▬▬ ▬▬ ▬▬▬ [20,87,153,101]
text-line-placeholder: ▬▬ ▬▬▬▬ ▬ ▬▬▬ ▬▬▬▬▬ ▬▬ ▬▬▬ ▬▬▬▬ ▬▬ ▬▬▬ [20,263,153,277]
text-line-placeholder: ▬ ▬▬ ▬▬▬▬ ▬ ▬▬▬ ▬▬▬▬▬ ▬▬ ▬▬▬ ▬▬▬▬ ▬▬ ▬ [308,586,460,600]
text-line-placeholder: ▬▬ ▬▬▬▬ ▬ ▬▬▬ ▬▬▬▬▬ ▬▬ ▬▬▬ ▬▬▬▬ ▬▬ ▬▬ [20,1038,153,1052]
warning-subhead: (Aus der Allgemeinen Auswanderungs-Zeitung.) [171,496,289,501]
text-line-placeholder: ▬▬ ▬▬ ▬▬▬▬ ▬ ▬▬▬ ▬▬▬▬▬ ▬▬ ▬▬▬ ▬▬▬▬ ▬▬ [308,424,460,438]
text-line-placeholder: ▬ ▬▬ ▬▬▬▬ ▬ ▬▬▬ ▬▬▬▬▬ ▬▬ ▬▬▬ ▬▬▬▬ ▬▬ ▬ [20,587,153,601]
adjacent-page-fragment: zu [484,298,490,305]
text-line-placeholder: ▬▬ ▬▬ ▬▬▬▬ ▬ ▬▬▬ ▬▬▬▬▬ ▬▬ ▬▬▬ ▬▬▬▬ ▬▬ [20,658,100,679]
text-line-placeholder: ▬▬ ▬▬▬▬ ▬ ▬▬▬ ▬▬▬▬▬ ▬▬ ▬▬▬ ▬▬▬▬ ▬▬ ▬▬ [308,854,400,868]
text-line-placeholder: ▬ ▬▬ ▬▬▬▬ ▬ ▬▬▬ ▬▬▬▬▬ ▬▬ ▬▬▬ ▬▬▬▬ ▬▬ ▬ [160,66,300,80]
text-line-placeholder: ▬▬▬ ▬▬ ▬▬▬▬ ▬ ▬▬▬ ▬▬▬▬▬ ▬▬ ▬▬▬ ▬▬▬▬ ▬▬ [308,558,460,572]
adjacent-page-fragment: vo [484,274,490,281]
text-line-placeholder: ▬▬▬▬ ▬ ▬▬▬ ▬▬▬▬▬ ▬▬ ▬▬▬ ▬▬▬▬ ▬▬ ▬▬▬▬▬▬ [308,79,460,93]
text-line-placeholder: ▬▬ ▬▬▬▬ ▬ ▬▬▬ ▬▬▬▬▬ ▬▬ ▬▬▬ ▬▬▬▬ ▬▬ ▬▬▬ [308,614,460,628]
text-line-placeholder: ▬▬ ▬ ▬▬▬ ▬▬▬▬▬ ▬▬ ▬▬▬ ▬▬▬▬ ▬▬ ▬▬▬▬▬▬ ▬ [20,954,153,968]
text-line-placeholder: ▬▬▬▬ ▬ ▬▬▬ ▬▬▬▬▬ ▬▬ ▬▬▬ ▬▬▬▬ ▬▬ ▬▬▬▬▬▬ [160,1230,300,1244]
text-line-placeholder: ▬ ▬ ▬▬▬ ▬▬▬▬▬ ▬▬ ▬▬▬ ▬▬▬▬ ▬▬ ▬▬▬▬▬▬ ▬ [160,1012,300,1026]
text-line-placeholder: ▬▬ ▬▬▬▬ ▬ ▬▬▬ ▬▬▬▬▬ ▬▬ ▬▬▬ ▬▬▬▬ ▬▬ ▬▬▬ [20,1137,100,1158]
text-line-placeholder: ▬ ▬▬▬▬ ▬ ▬▬▬ ▬▬▬▬▬ ▬▬ ▬▬▬ ▬▬▬▬ ▬▬ ▬▬▬▬ [160,376,300,390]
text-line-placeholder: ▬▬▬▬ ▬ ▬▬▬ ▬▬▬▬▬ ▬▬ ▬▬▬ ▬▬▬▬ ▬▬ ▬▬▬▬▬ [308,960,460,974]
text-line-placeholder: ▬▬▬▬ ▬ ▬▬▬ ▬▬▬▬▬ ▬▬ ▬▬▬ ▬▬▬▬ ▬▬ ▬▬▬▬▬ [160,122,300,136]
adjacent-page-fragment: La [484,466,491,473]
text-line-placeholder: ▬ ▬▬ ▬▬▬▬ ▬ ▬▬▬ ▬▬▬▬▬ ▬▬ ▬▬▬ ▬▬▬▬ ▬▬ ▬ [160,723,300,737]
text-line-placeholder: ▬ ▬▬▬▬ ▬ ▬▬▬ ▬▬▬▬▬ ▬▬ ▬▬▬ ▬▬▬▬ ▬▬ ▬▬▬▬ [20,721,153,735]
text-line-placeholder: ▬▬ ▬▬▬▬ ▬ ▬▬▬ ▬▬▬▬▬ ▬▬ ▬▬▬ ▬▬▬▬ ▬▬ ▬▬ [160,822,244,843]
header-rule [22,18,482,19]
text-line-placeholder: ▬▬ ▬▬▬▬ ▬ ▬▬▬ ▬▬▬▬▬ ▬▬ ▬▬▬ ▬▬▬▬ ▬▬ ▬▬▬ [160,575,300,589]
text-line-placeholder: ▬▬▬ ▬ ▬▬▬ ▬▬▬▬▬ ▬▬ ▬▬▬ ▬▬▬▬ ▬▬ ▬▬▬▬▬▬ [308,840,460,854]
text-line-placeholder: ▬▬ ▬ ▬▬▬ ▬▬▬▬▬ ▬▬ ▬▬▬ ▬▬▬▬ ▬▬ ▬▬▬▬▬▬ ▬ [20,1123,153,1137]
text-line-placeholder: ▬▬ ▬ ▬▬▬ ▬▬▬▬▬ ▬▬ ▬▬▬ ▬▬▬▬ ▬▬ ▬▬▬▬▬▬ ▬ [160,432,300,446]
text-line-placeholder: ▬ ▬▬▬▬ ▬ ▬▬▬ ▬▬▬▬▬ ▬▬ ▬▬▬ ▬▬▬▬ ▬▬ ▬▬▬▬ [160,1202,300,1216]
text-line-placeholder: ▬▬▬▬ ▬ ▬▬▬ ▬▬▬▬▬ ▬▬ ▬▬▬ ▬▬▬▬ ▬▬ ▬▬▬▬▬ [308,410,460,424]
text-line-placeholder: ▬▬ ▬▬▬▬ ▬ ▬▬▬ ▬▬▬▬▬ ▬▬ ▬▬▬ ▬▬▬▬ ▬▬ ▬▬▬ [160,1096,300,1111]
text-line-placeholder: ▬▬▬▬ ▬ ▬▬▬ ▬▬▬▬▬ ▬▬ ▬▬▬ ▬▬▬▬ ▬▬ ▬▬▬▬▬ [20,1588,153,1602]
col1-continuation-text: Die Unternehmung von Aldan [26,1320,105,1327]
text-line-placeholder: ▬▬▬ ▬▬ ▬▬▬▬ ▬ ▬▬▬ ▬▬▬▬▬ ▬▬ ▬▬▬ ▬▬▬▬ ▬▬ [160,214,300,228]
text-line-placeholder: ▬▬▬▬ ▬ ▬▬▬ ▬▬▬▬▬ ▬▬ ▬▬▬ ▬▬▬▬ ▬▬ ▬▬▬▬▬ [20,1764,153,1778]
text-line-placeholder: ▬ ▬▬▬ ▬▬▬▬▬ ▬▬ ▬▬▬ ▬▬▬▬ ▬▬ ▬▬▬▬▬▬ ▬ ▬ [20,982,100,996]
text-line-placeholder: ▬▬ ▬▬▬▬ ▬ ▬▬▬ ▬▬▬▬▬ ▬▬ ▬▬▬ ▬▬▬▬ ▬▬ ▬▬ [20,1630,100,1651]
text-line-placeholder: ▬▬ ▬▬ ▬▬▬▬ ▬ ▬▬▬ ▬▬▬▬▬ ▬▬ ▬▬▬ ▬▬▬▬ ▬▬ [160,970,300,984]
section-heading-verschiedenes: Verschiedenes. [346,45,422,56]
text-line-placeholder: ▬▬▬▬ ▬ ▬▬▬ ▬▬▬▬▬ ▬▬ ▬▬▬ ▬▬▬▬ ▬▬ ▬▬▬▬▬ [20,1412,153,1426]
